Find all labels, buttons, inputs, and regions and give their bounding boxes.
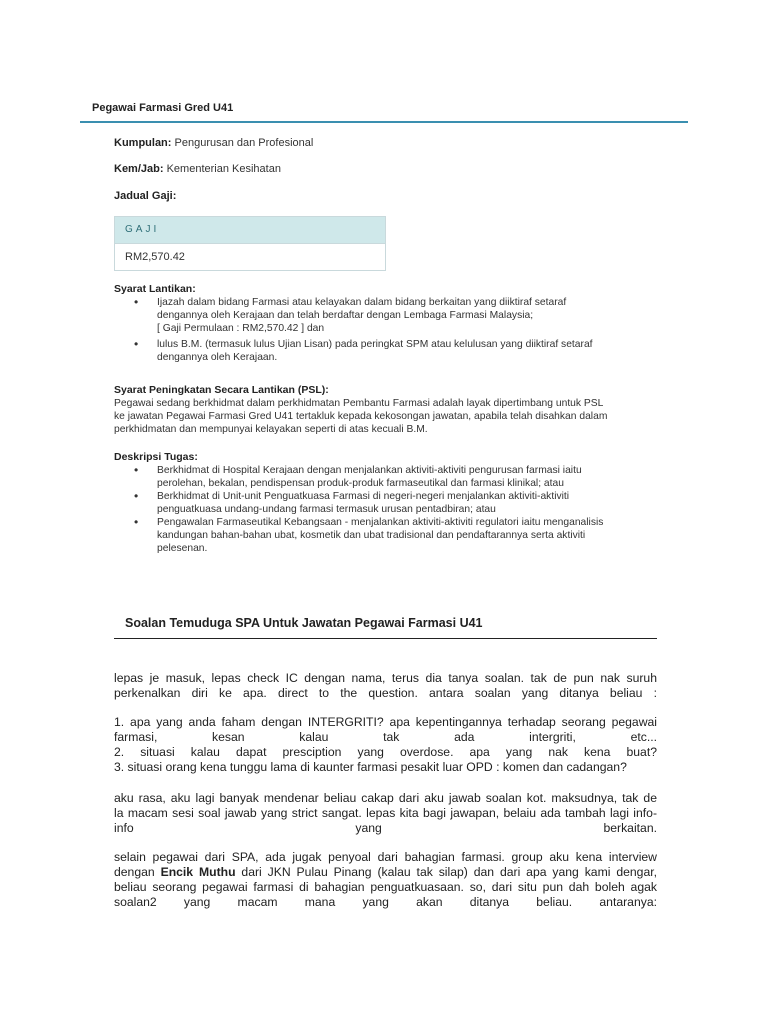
bullet-icon: •: [134, 295, 139, 309]
tugas-list: [114, 464, 657, 555]
list-item: [114, 296, 657, 335]
bullet-icon: •: [134, 515, 139, 529]
psl-line: ke jawatan Pegawai Farmasi Gred U41 tertakluk kepada kekosongan jawatan, apabila telah disahkan dalam: [114, 411, 608, 422]
tugas-heading: Deskripsi Tugas:: [114, 451, 198, 463]
jadual-gaji-text: Jadual Gaji:: [114, 190, 177, 202]
text-line: info yang berkaitan.: [114, 821, 657, 835]
kemjab-value: Kementerian Kesihatan: [166, 163, 281, 175]
text-line: 3. situasi orang kena tunggu lama di kaunter farmasi pesakit luar OPD : komen dan cadangan?: [114, 760, 627, 774]
interview-section-title: Soalan Temuduga SPA Untuk Jawatan Pegawai Farmasi U41: [125, 616, 483, 630]
list-item: [114, 516, 657, 555]
interview-title-divider: [114, 638, 657, 639]
text-line: selain pegawai dari SPA, ada jugak penyoal dari bahagian farmasi. group aku kena interview: [114, 850, 657, 864]
paragraph-comment: [114, 791, 657, 836]
list-item: [114, 464, 657, 490]
text-line: lepas je masuk, lepas check IC dengan nama, terus dia tanya soalan. tak de pun nak suruh: [114, 671, 657, 685]
salary-table: [114, 216, 386, 271]
paragraph-panel: [114, 850, 657, 910]
jadual-gaji-label: [114, 190, 176, 202]
kemjab-label: Kem/Jab:: [114, 163, 164, 175]
title-divider: [80, 121, 688, 123]
salary-table-header: GAJI: [115, 217, 385, 243]
salary-table-value: RM2,570.42: [115, 243, 385, 270]
syarat-lantikan-list: [114, 296, 657, 364]
psl-line: Pegawai sedang berkhidmat dalam perkhidmatan Pembantu Farmasi adalah layak dipertimbang untuk PSL: [114, 398, 604, 409]
list-item-line: dengannya oleh Kerajaan dan telah berdaftar dengan Lembaga Farmasi Malaysia;: [157, 310, 534, 321]
text-line: beliau seorang pegawai farmasi di bahagian penguatkuasaan. so, dari situ pun dah boleh agak: [114, 880, 657, 894]
text-line: [114, 865, 657, 880]
text-line: la macam sesi soal jawab yang strict sangat. lepas kita bagi jawapan, belaiu ada tambah lagi info-: [114, 806, 657, 820]
list-item-line: Ijazah dalam bidang Farmasi atau kelayakan dalam bidang berkaitan yang diiktiraf setaraf: [157, 297, 567, 308]
paragraph-questions: [114, 715, 657, 775]
psl-heading: Syarat Peningkatan Secara Lantikan (PSL):: [114, 384, 329, 396]
bullet-icon: •: [134, 489, 139, 503]
syarat-lantikan-heading: Syarat Lantikan:: [114, 283, 196, 295]
psl-line: perkhidmatan dan mempunyai kelayakan seperti di atas kecuali B.M.: [114, 424, 428, 435]
list-item-line: dengannya oleh Kerajaan.: [157, 352, 278, 363]
list-item-line: penguatkuasa undang-undang farmasi termasuk urusan pentadbiran; atau: [157, 504, 496, 515]
list-item-line: [ Gaji Permulaan : RM2,570.42 ] dan: [157, 323, 325, 334]
bullet-icon: •: [134, 337, 139, 351]
list-item-line: Berkhidmat di Hospital Kerajaan dengan menjalankan aktiviti-aktiviti pengurusan farmasi iaitu: [157, 465, 582, 476]
list-item-line: Pengawalan Farmaseutikal Kebangsaan - menjalankan aktiviti-aktiviti regulatori iaitu menganalisis: [157, 517, 604, 528]
kemjab-row: [114, 163, 281, 175]
kumpulan-row: [114, 137, 313, 149]
text-line: soalan2 yang macam mana yang akan ditanya beliau. antaranya:: [114, 895, 657, 909]
interviewer-name: Encik Muthu: [160, 865, 236, 879]
text-line: aku rasa, aku lagi banyak mendenar beliau cakap dari aku jawab soalan kot. maksudnya, tak de: [114, 791, 657, 805]
list-item-line: pelesenan.: [157, 543, 208, 554]
text-fragment: dari JKN Pulau Pinang (kalau tak silap) dan dari apa yang kami dengar,: [235, 865, 657, 879]
kumpulan-label: Kumpulan:: [114, 137, 172, 149]
list-item: [114, 490, 657, 516]
list-item-line: perolehan, bekalan, pendispensan produk-produk farmaseutikal dan farmasi klinikal; atau: [157, 478, 564, 489]
bullet-icon: •: [134, 463, 139, 477]
text-line: 1. apa yang anda faham dengan INTERGRITI? apa kepentingannya terhadap seorang pegawai: [114, 715, 657, 729]
text-line: perkenalkan diri ke apa. direct to the question. antara soalan yang ditanya beliau :: [114, 686, 657, 700]
text-fragment: dengan: [114, 865, 161, 879]
list-item-line: Berkhidmat di Unit-unit Penguatkuasa Farmasi di negeri-negeri menjalankan aktiviti-aktiviti: [157, 491, 570, 502]
list-item: [114, 338, 657, 364]
text-line: 2. situasi kalau dapat presciption yang overdose. apa yang nak kena buat?: [114, 745, 657, 759]
text-line: farmasi, kesan kalau tak ada intergriti, etc...: [114, 730, 657, 744]
paragraph-intro: [114, 671, 657, 701]
list-item-line: kandungan bahan-bahan ubat, kosmetik dan ubat tradisional dan pendaftarannya serta aktiviti: [157, 530, 586, 541]
list-item-line: lulus B.M. (termasuk lulus Ujian Lisan) pada peringkat SPM atau kelulusan yang diiktiraf setaraf: [157, 339, 593, 350]
page-title: Pegawai Farmasi Gred U41: [92, 102, 234, 114]
psl-paragraph: [114, 397, 657, 436]
kumpulan-value: Pengurusan dan Profesional: [174, 137, 314, 149]
